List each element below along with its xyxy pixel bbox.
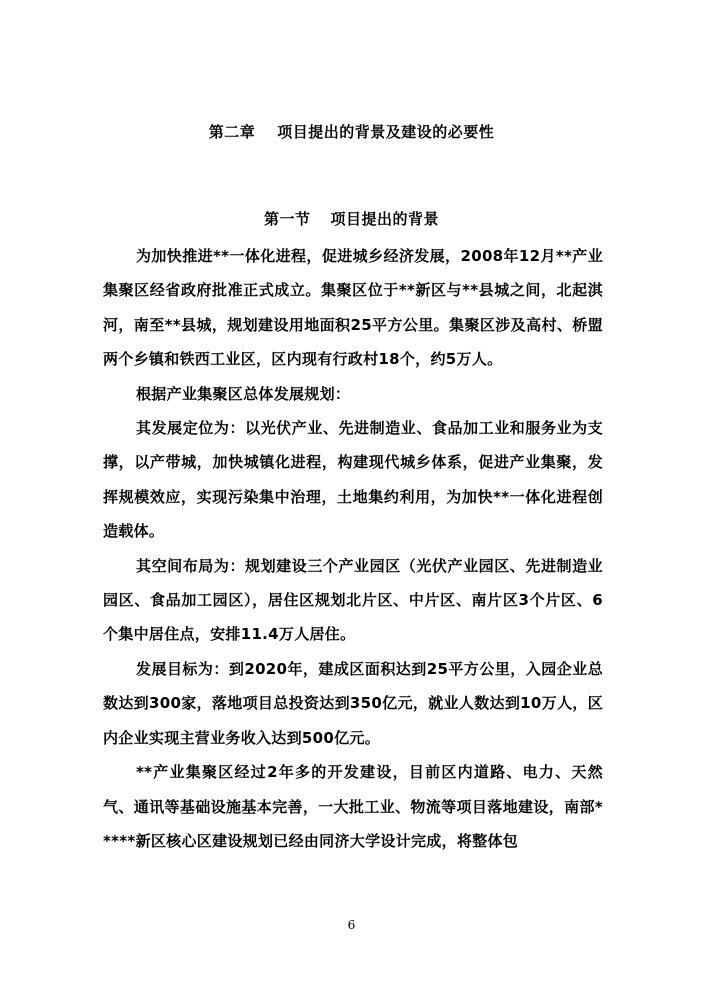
chapter-number: 第二章 bbox=[208, 123, 256, 141]
section-title-text: 项目提出的背景 bbox=[330, 210, 440, 228]
paragraph: 其发展定位为：以光伏产业、先进制造业、食品加工业和服务业为支撑，以产带城，加快城镇化进程，构建现代城乡体系，促进产业集聚，发挥规模效应，实现污染集中治理，土地集约利用，为加快**一体化进程创造载体。 bbox=[103, 419, 603, 541]
paragraph: **产业集聚区经过2年多的开发建设，目前区内道路、电力、天然气、通讯等基础设施基本完善，一大批工业、物流等项目落地建设，南部*****新区核心区建设规划已经由同济大学设计完成，将整体包 bbox=[103, 763, 603, 850]
section-number: 第一节 bbox=[263, 210, 311, 228]
section-title bbox=[0, 208, 703, 229]
paragraph: 根据产业集聚区总体发展规划： bbox=[136, 384, 351, 403]
chapter-title-text: 项目提出的背景及建设的必要性 bbox=[277, 123, 495, 141]
chapter-title bbox=[0, 121, 703, 142]
paragraph: 发展目标为：到2020年，建成区面积达到25平方公里，入园企业总数达到300家，落地项目总投资达到350亿元，就业人数达到10万人，区内企业实现主营业务收入达到500亿元。 bbox=[103, 659, 603, 747]
paragraph: 为加快推进**一体化进程，促进城乡经济发展，2008年12月**产业集聚区经省政府批准正式成立。集聚区位于**新区与**县城之间，北起淇河，南至**县城，规划建设用地面积25平方公里。集聚区涉及高村、桥盟两个乡镇和铁西工业区，区内现有行政村18个，约5万人。 bbox=[103, 247, 603, 369]
body-text bbox=[103, 239, 603, 858]
page-number: 6 bbox=[347, 918, 356, 932]
paragraph: 其空间布局为：规划建设三个产业园区（光伏产业园区、先进制造业园区、食品加工园区），居住区规划北片区、中片区、南片区3个片区、6个集中居住点，安排11.4万人居住。 bbox=[103, 556, 603, 644]
